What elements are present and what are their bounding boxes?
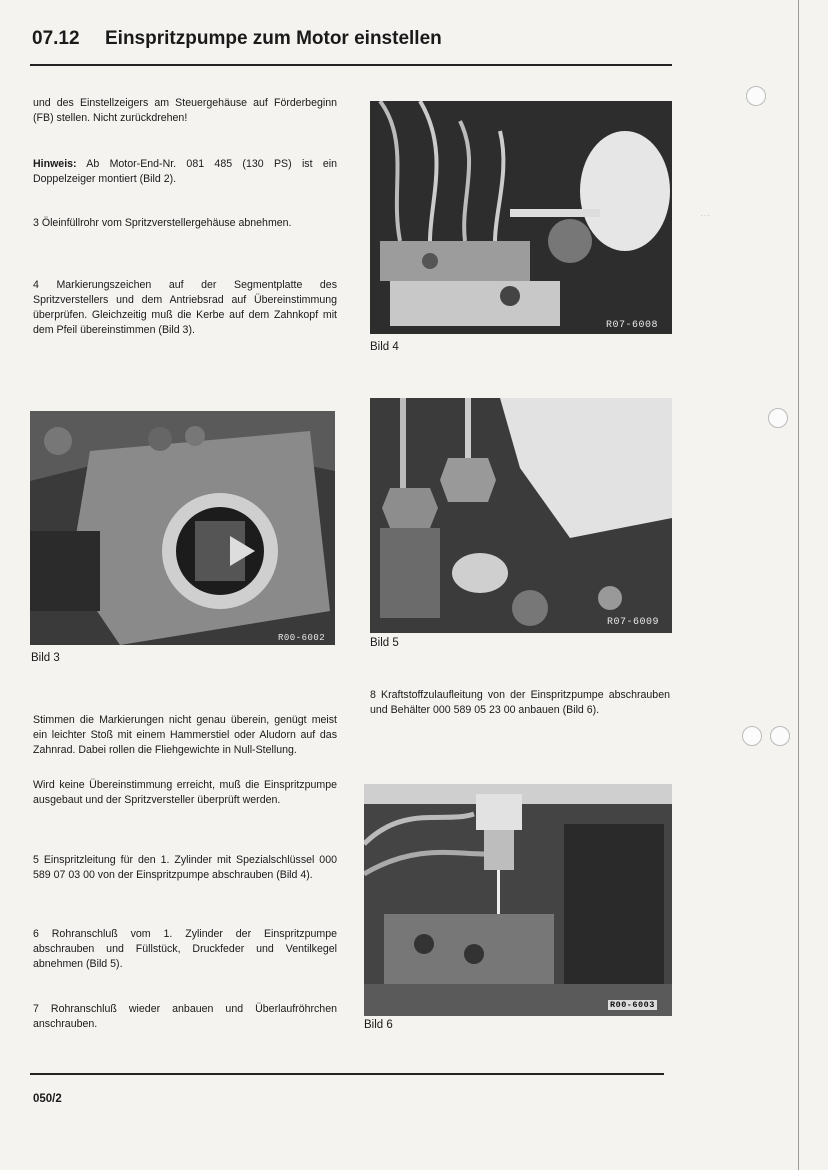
- caption-bild-4: Bild 4: [370, 341, 399, 353]
- photo-ref-label: R00-6003: [610, 1000, 655, 1010]
- section-number: 07.12: [32, 28, 80, 49]
- page-title: Einspritzpumpe zum Motor einstellen: [105, 28, 442, 49]
- step-7: 7 Rohranschluß wieder anbauen und Überlaufröhrchen anschrauben.: [33, 1003, 337, 1030]
- punch-hole: [770, 726, 790, 746]
- step-6: 6 Rohranschluß vom 1. Zylinder der Einspritzpumpe abschrauben und Füllstück, Druckfeder und Ventilkegel abnehmen (Bild 5).: [33, 928, 337, 970]
- photo-bild-3: [30, 411, 335, 645]
- step-5: 5 Einspritzleitung für den 1. Zylinder mit Spezialschlüssel 000 589 07 03 00 von der Einspritzpumpe abschrauben (Bild 4).: [33, 854, 337, 881]
- caption-bild-5: Bild 5: [370, 637, 399, 649]
- note-paragraph-a: Stimmen die Markierungen nicht genau überein, genügt meist ein leichter Stoß mit einem Hammerstiel oder Aludorn auf das Zahnrad. Dabei rollen die Fliehgewichte in Null-Stellung.: [33, 714, 337, 756]
- punch-hole: [742, 726, 762, 746]
- header-rule: [30, 64, 672, 66]
- photo-bild-5: [370, 398, 672, 633]
- step-3: 3 Öleinfüllrohr vom Spritzverstellergehäuse abnehmen.: [33, 217, 292, 229]
- gear-detail-image: [30, 411, 335, 645]
- photo-ref-label: R00-6002: [278, 633, 326, 643]
- intro-paragraph: und des Einstellzeigers am Steuergehäuse auf Förderbeginn (FB) stellen. Nicht zurückdrehen!: [33, 97, 337, 124]
- page-edge: [798, 0, 799, 1170]
- photo-bild-4: [370, 101, 672, 334]
- caption-bild-6: Bild 6: [364, 1019, 393, 1031]
- hinweis-text: Ab Motor-End-Nr. 081 485 (130 PS) ist ein Doppelzeiger montiert (Bild 2).: [33, 158, 337, 185]
- punch-hole: [746, 86, 766, 106]
- hinweis-paragraph: [33, 157, 337, 187]
- photo-ref-label: R07-6008: [606, 320, 659, 331]
- photo-bild-6: [364, 784, 672, 1016]
- hinweis-label: Hinweis:: [33, 158, 77, 170]
- injection-pump-image: [370, 101, 672, 334]
- pipe-union-image: [370, 398, 672, 633]
- note-paragraph-b: Wird keine Übereinstimmung erreicht, muß die Einspritzpumpe ausgebaut und der Spritzversteller überprüft werden.: [33, 779, 337, 806]
- step-4: 4 Markierungszeichen auf der Segmentplatte des Spritzverstellers und dem Antriebsrad auf Übereinstimmung überprüfen. Gleichzeitig muß die Kerbe auf dem Zahnkopf mit dem Pfeil übereinstimmen (Bild 3).: [33, 279, 337, 336]
- photo-ref-label: R07-6009: [607, 617, 660, 628]
- footer-rule: [30, 1073, 664, 1075]
- page-number: 050/2: [33, 1093, 62, 1105]
- step-8: 8 Kraftstoffzulaufleitung von der Einspritzpumpe abschrauben und Behälter 000 589 05 23 00 anbauen (Bild 6).: [370, 689, 670, 716]
- engine-container-image: [364, 784, 672, 1016]
- punch-hole: [768, 408, 788, 428]
- caption-bild-3: Bild 3: [31, 652, 60, 664]
- bleed-through: ···: [700, 210, 710, 221]
